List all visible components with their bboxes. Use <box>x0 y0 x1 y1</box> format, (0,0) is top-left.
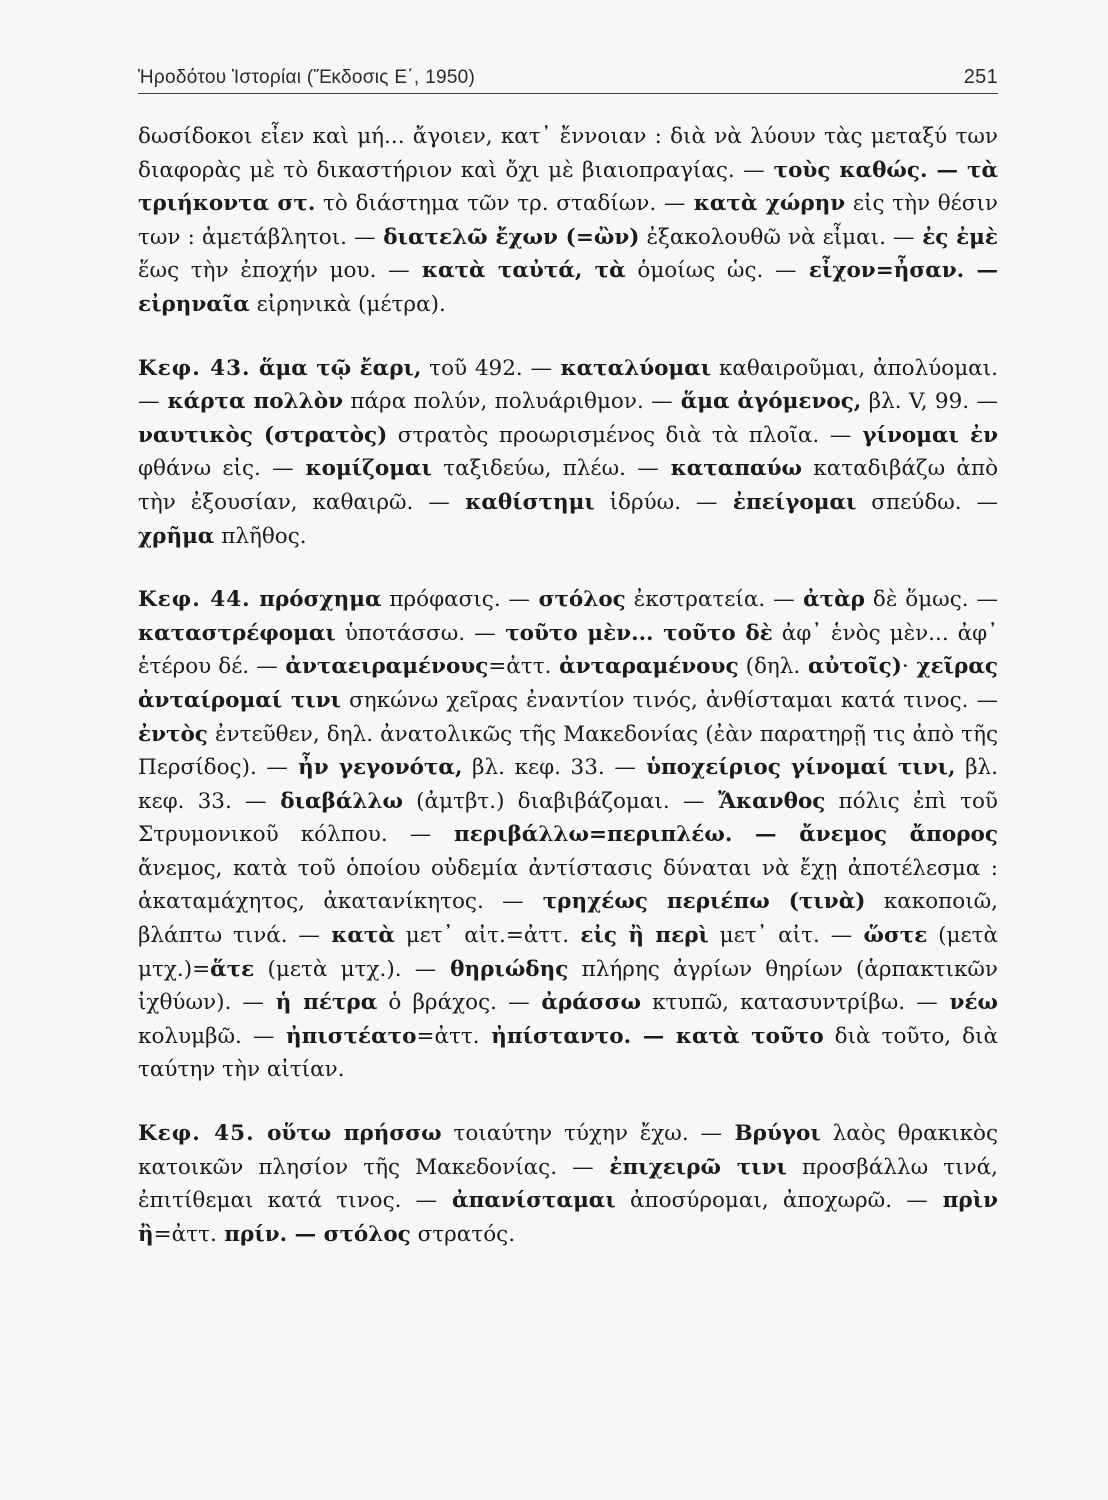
running-header <box>138 66 998 94</box>
gloss-text: καταδιβάζω ἀπὸ τὴν ἐξουσίαν, καθαιρῶ. — <box>138 456 999 515</box>
gloss-text: τὸ διάστημα τῶν τρ. σταδίων. — <box>315 191 686 217</box>
lemma-term: εἰς ἢ περὶ <box>569 923 709 949</box>
gloss-text: δωσίδοκοι εἶεν καὶ μή... ἄγοιεν, κατ᾽ ἔννοιαν : διὰ νὰ λύουν τὰς μεταξύ των διαφορὰς μὲ τὸ δικαστήριον καὶ ὄχι μὲ βιαιοπραγίας. — <box>138 124 998 183</box>
gloss-text: ὁ βράχος. — <box>377 990 530 1016</box>
gloss-text: καθαιροῦμαι, ἀπολύομαι. — <box>138 355 998 415</box>
gloss-text: πλήρης ἀγρίων θηρίων (ἁρπακτικῶν ἰχθύων). — <box>138 956 998 1016</box>
lemma-term: ἐς ἐμὲ <box>914 224 998 250</box>
lemma-term: Βρύγοι <box>722 1121 821 1147</box>
gloss-text: =ἀττ. <box>488 654 552 680</box>
lemma-term: καταστρέφομαι <box>138 620 336 646</box>
gloss-text: λαὸς θρακικὸς κατοικῶν πλησίον τῆς Μακεδονίας. — <box>138 1121 998 1180</box>
gloss-text: ἀφ᾽ ἑνὸς μὲν... ἀφ᾽ ἑτέρου δέ. — <box>138 620 998 680</box>
lemma-term: ὑποχείριος γίνομαί τινι, <box>635 755 956 781</box>
lemma-term: διαβάλλω <box>266 788 404 814</box>
gloss-text: ἐκστρατεία. — <box>625 587 795 613</box>
lemma-term: πρίν. — <box>216 1221 317 1247</box>
page-number: 251 <box>963 66 998 88</box>
gloss-text: ὁμοίως ὡς. — <box>625 258 797 284</box>
gloss-text: =ἀττ. <box>416 1023 480 1049</box>
lemma-term: αὐτοῖς) <box>800 654 902 680</box>
gloss-text: ἐντεῦθεν, δηλ. ἀνατολικῶς τῆς Μακεδονίας (ἐὰν παρατηρῇ τις ἀπὸ τῆς Περσίδος). — <box>138 721 998 781</box>
gloss-text: · <box>901 654 909 680</box>
lemma-term: στόλος <box>530 587 626 613</box>
lemma-term: ἠπίσταντο. — <box>479 1023 665 1049</box>
gloss-text: (μετὰ μτχ.). — <box>254 956 437 982</box>
lemma-term: εἰρηναῖα <box>138 291 250 317</box>
gloss-text: =ἀττ. <box>153 1221 217 1247</box>
lemma-term: ἅμα ἀγόμενος, <box>672 389 862 415</box>
lemma-term: ἐπιχειρῶ τινι <box>593 1154 787 1180</box>
gloss-text: σπεύδω. — <box>856 489 998 515</box>
gloss-text: προσβάλλω τινά, ἐπιτίθεμαι κατά τινος. — <box>138 1154 998 1214</box>
commentary-paragraph-45 <box>138 1117 998 1251</box>
lemma-term: κομίζομαι <box>293 456 432 482</box>
gloss-text: κολυμβῶ. — <box>138 1023 275 1049</box>
gloss-text: εἰρηνικὰ (μέτρα). <box>249 291 446 317</box>
lemma-term: εἶχον=ἦσαν. — <box>796 258 998 284</box>
gloss-text: διὰ τοῦτο, διὰ ταύτην τὴν αἰτίαν. <box>138 1023 998 1083</box>
lemma-term: κατὰ ταὐτά, τὰ <box>409 258 626 284</box>
lemma-term: νέω <box>937 990 998 1016</box>
lemma-term: χεῖρας ἀνταίρομαί τινι <box>138 654 998 713</box>
lemma-term: κατὰ <box>319 923 395 949</box>
gloss-text: (ἀμτβτ.) διαβιβάζομαι. — <box>403 788 705 814</box>
lemma-term: ἀπανίσταμαι <box>437 1188 616 1214</box>
running-title: Ἡροδότου Ἱστορίαι (Ἔκδοσις Ε΄, 1950) <box>138 67 476 88</box>
gloss-text: ἄνεμος, κατὰ τοῦ ὁποίου οὐδεμία ἀντίστασις δύναται νὰ ἔχῃ ἀποτέλεσμα : ἀκαταμάχητος, ἀκατανίκητος. — <box>138 855 998 915</box>
gloss-text: κτυπῶ, κατασυντρίβω. — <box>640 990 938 1016</box>
lemma-term: καταπαύω <box>658 456 802 482</box>
lemma-term: ἀνταειραμένους <box>277 654 489 680</box>
gloss-text: κακοποιῶ, βλάπτω τινά. — <box>138 889 999 949</box>
lemma-term: ἐπείγομαι <box>717 489 857 515</box>
lemma-term: τοὺς καθώς. — <box>764 157 958 183</box>
gloss-text: ὑποτάσσω. — <box>335 620 496 646</box>
lemma-term: κάρτα πολλὸν <box>159 389 344 415</box>
gloss-text: βλ. κεφ. 33. — <box>462 755 636 781</box>
chapter-label: Κεφ. 45. <box>138 1121 255 1147</box>
lemma-term: περιβάλλω=περιπλέω. — <box>431 822 777 848</box>
commentary-paragraph-43 <box>138 352 998 554</box>
lemma-term: τὰ τριήκοντα στ. <box>138 157 998 217</box>
gloss-text: ἕως τὴν ἐποχήν μου. — <box>138 258 410 284</box>
lemma-term: ἦν γεγονότα, <box>287 755 463 781</box>
lemma-term: καταλύομαι <box>552 355 712 381</box>
lemma-term: οὕτω πρήσσω <box>254 1121 442 1147</box>
gloss-text: στρατὸς προωρισμένος διὰ τὰ πλοῖα. — <box>387 422 852 448</box>
gloss-text: στρατός. <box>410 1221 516 1247</box>
gloss-text: φθάνω εἰς. — <box>138 456 294 482</box>
gloss-text: μετ᾽ αἰτ. — <box>708 923 853 949</box>
gloss-text: τοῦ 492. — <box>421 355 553 381</box>
lemma-term: ναυτικὸς (στρατὸς) <box>138 422 388 448</box>
lemma-term: χρῆμα <box>138 523 215 549</box>
gloss-text: εἰς τὴν θέσιν των : ἀμετάβλητοι. — <box>138 191 998 250</box>
gloss-text: μετ᾽ αἰτ.=ἀττ. <box>394 923 570 949</box>
gloss-text: (μετὰ μτχ.)= <box>138 923 999 982</box>
lemma-term: πρὶν ἢ <box>138 1188 999 1247</box>
gloss-text: ἐξακολουθῶ νὰ εἶμαι. — <box>639 224 915 250</box>
gloss-text: πάρα πολύν, πολυάριθμον. — <box>343 389 673 415</box>
gloss-text: βλ. κεφ. 33. — <box>138 755 998 814</box>
chapter-label: Κεφ. 44. <box>138 587 251 613</box>
lemma-term: Ἄκανθος <box>704 788 826 814</box>
gloss-text: (δηλ. <box>738 654 801 680</box>
lemma-term: καθίστημι <box>449 489 595 515</box>
lemma-term: πρόσχημα <box>250 587 382 613</box>
gloss-text: πρόφασις. — <box>381 587 531 613</box>
lemma-term: ἀράσσω <box>529 990 641 1016</box>
lemma-term: ἡ πέτρα <box>263 990 378 1016</box>
chapter-label: Κεφ. 43. <box>138 355 251 381</box>
lemma-term: ἀνταραμένους <box>551 654 739 680</box>
gloss-text: πλῆθος. <box>214 523 307 549</box>
gloss-text: σηκώνω χεῖρας ἐναντίον τινός, ἀνθίσταμαι κατά τινος. — <box>341 687 998 713</box>
commentary-paragraph-42 <box>138 120 998 322</box>
lemma-term: ἅτε <box>210 956 255 982</box>
gloss-text: πόλις ἐπὶ τοῦ Στρυμονικοῦ κόλπου. — <box>138 788 999 848</box>
lemma-term: γίνομαι ἐν <box>851 422 999 448</box>
lemma-term: ἠπιστέατο <box>274 1023 417 1049</box>
gloss-text: δὲ ὅμως. — <box>864 587 998 613</box>
gloss-text: ἱδρύω. — <box>594 489 718 515</box>
page-body <box>138 120 998 1251</box>
lemma-term: ἄνεμος ἄπορος <box>776 822 998 848</box>
lemma-term: κατὰ χώρην <box>685 191 846 217</box>
lemma-term: ἐντὸς <box>138 721 208 747</box>
commentary-paragraph-44 <box>138 583 998 1087</box>
gloss-text: ἀποσύρομαι, ἀποχωρῶ. — <box>615 1188 928 1214</box>
lemma-term: ὥστε <box>852 923 928 949</box>
gloss-text: βλ. V, 99. — <box>861 389 998 415</box>
lemma-term: διατελῶ ἔχων (=ὢν) <box>375 224 640 250</box>
lemma-term: τρηχέως περιέπω (τινὰ) <box>523 889 866 915</box>
lemma-term: ἀτὰρ <box>794 587 865 613</box>
gloss-text: ταξιδεύω, πλέω. — <box>431 456 659 482</box>
gloss-text: τοιαύτην τύχην ἔχω. — <box>441 1121 722 1147</box>
lemma-term: θηριώδης <box>436 956 569 982</box>
lemma-term: στόλος <box>316 1221 411 1247</box>
lemma-term: τοῦτο μὲν... τοῦτο δὲ <box>495 620 773 646</box>
lemma-term: ἅμα τῷ ἔαρι, <box>250 355 422 381</box>
lemma-term: κατὰ τοῦτο <box>664 1023 824 1049</box>
